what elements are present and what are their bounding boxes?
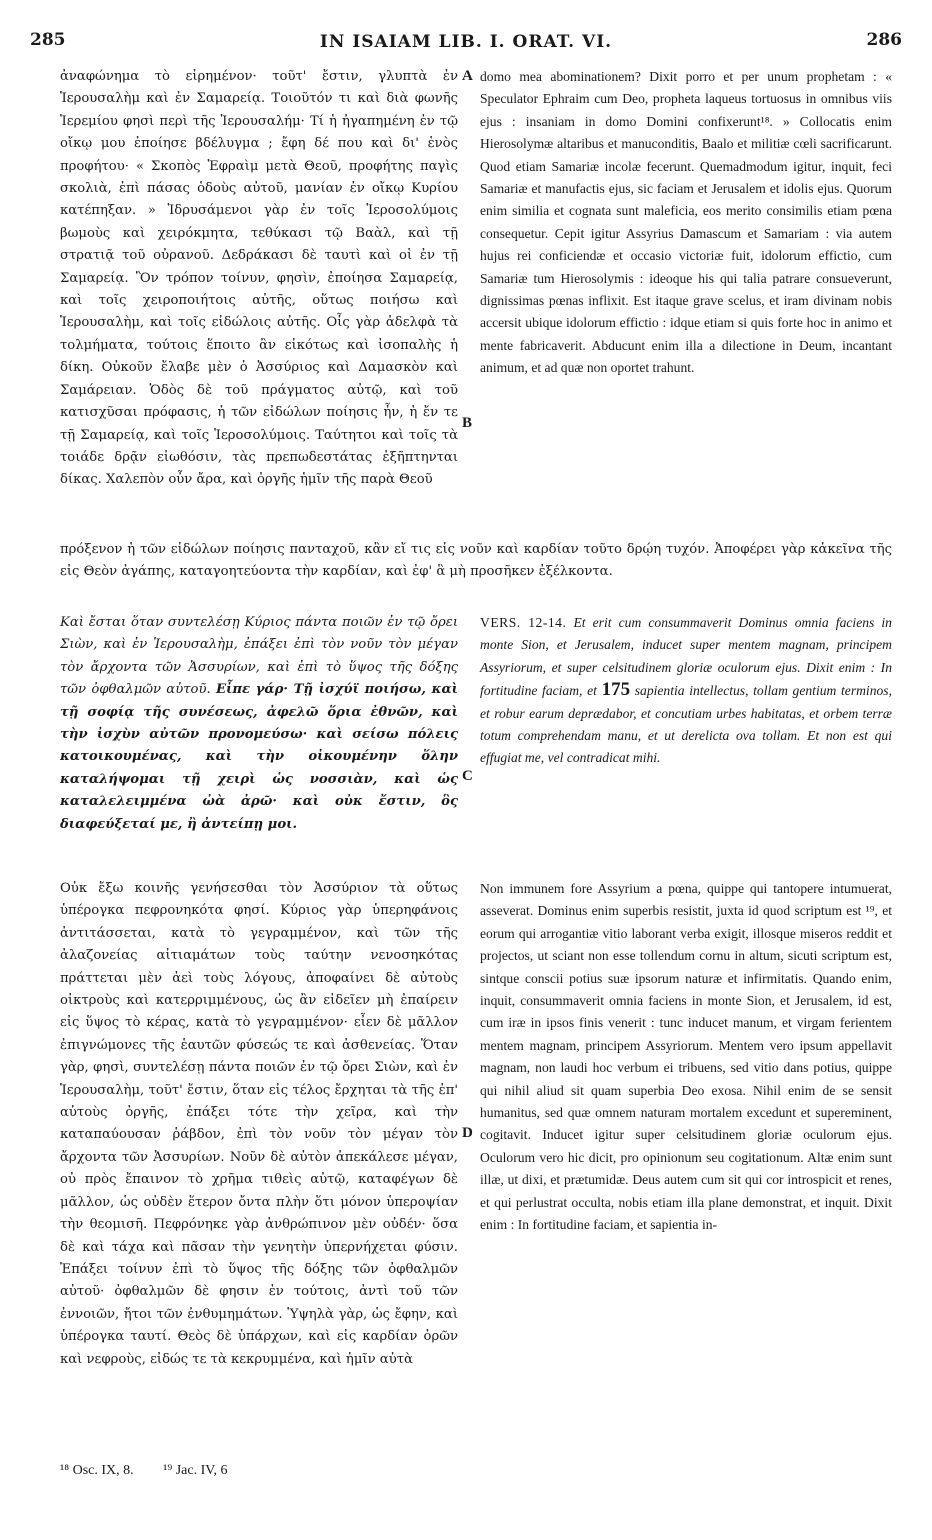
margin-marker-b: B <box>462 415 473 431</box>
latin-text-block-1: domo mea abominationem? Dixit porro et per unum prophetam : « Speculator Ephraim cum Deo, propheta laqueus tortuosus in omnibus viis ejus : insaniam in domo Domini confixerunt¹⁸. » Collocatis enim Hierosolymæ altaribus et manuconditis, Baalo et militiæ cœli sacrificarunt. Quod etiam Samariæ incolæ fecerunt. Quemadmodum igitur, inquit, feci Samariæ et manufactis ejus, sic faciam et Jerusalem et idolis ejus. Quorum enim similia et cognata sunt maleficia, eos merito consimilis etiam pœna consequetur. Cepit igitur Assyrius Damascum et Samariam : via autem hujus rei conficiendæ et occasio victoriæ fuit, idolorum effictio, cum Samariæ tum Hierosolymis : ideoque his qui talia patrare consueverunt, dignissimas pœnas inflixit. Est itaque grave scelus, et iram divinam nobis accersit ubique idolorum effictio : idque etiam si quis forte hoc in animo et mente fabricaverit. Abducunt enim illa a dilectione in Deum, incantant animum, et ad quæ non oportet trahunt. <box>480 69 892 376</box>
margin-marker-a: A <box>462 68 473 84</box>
latin-lemma-text-b: sapientia intellectus, tollam gentium terminos, et robur earum deprædabor, et concutiam urbes habitatas, et orbem terræ totum comprehendam manu, et ut derelicta ova tollam. Et non est qui effugiat me, vel contradicat mihi. <box>480 683 892 766</box>
greek-lemma-continuation: Εἶπε γάρ· Τῇ ἰσχύϊ ποιήσω, καὶ τῇ σοφίᾳ τῆς συνέσεως, ἀφελῶ ὅρια ἐθνῶν, καὶ τὴν ἰσχὺν αὐτῶν προνομεύσω· καὶ σείσω πόλεις κατοικουμένας, καὶ τὴν οἰκουμένην ὅλην καταλήψομαι τῇ χειρὶ ὡς νοσσιὰν, καὶ ὡς καταλελειμμένα ὠὰ ἀρῶ· καὶ οὐκ ἔστιν, ὃς διαφεύξεταί με, ἢ ἀντείπῃ μοι. <box>60 682 458 832</box>
footnotes <box>60 1463 480 1479</box>
left-page-number: 285 <box>30 30 66 50</box>
footnote-18: ¹⁸ Osc. IX, 8. <box>60 1463 134 1478</box>
margin-marker-d: D <box>462 1125 473 1141</box>
greek-lemma <box>60 612 458 836</box>
verse-reference: VERS. 12-14. <box>480 615 567 630</box>
column-number: 175 <box>601 679 631 701</box>
running-title: IN ISAIAM LIB. I. ORAT. VI. <box>319 32 613 52</box>
greek-text-block-1: ἀναφώνημα τὸ εἰρημένον· τοῦτ' ἔστιν, γλυπτὰ ἐν Ἱερουσαλὴμ καὶ ἐν Σαμαρείᾳ. Τοιοῦτόν τι καὶ διὰ φωνῆς Ἱερεμίου φησὶ περὶ τῆς Ἱερουσαλήμ· Τί ἡ ἠγαπημένη ἐν τῷ οἴκῳ μου ἐποίησε βδέλυγμα ; ἔφη δέ που καὶ δι' ἑνὸς προφήτου· « Σκοπὸς Ἐφραὶμ μετὰ Θεοῦ, προφήτης παγὶς σκολιὰ, ἐπὶ πάσας ὁδοὺς αὐτοῦ, μανίαν ἐν οἴκῳ Κυρίου κατέπηξαν. » Ἱδρυσάμενοι γὰρ ἐν τοῖς Ἱεροσολύμοις βωμοὺς καὶ χειρόκμητα, τεθύκασι τῷ Βαὰλ, καὶ τῇ στρατιᾷ τοῦ οὐρανοῦ. Δεδράκασι δὲ ταυτὶ καὶ οἱ ἐν τῇ Σαμαρείᾳ. Ὃν τρόπον τοίνυν, φησὶν, ἐποίησα Σαμαρείᾳ, καὶ τοῖς χειροποιήτοις αὐτῆς, οὕτως ποιήσω καὶ Ἱερουσαλὴμ, καὶ τοῖς εἰδώλοις αὐτῆς. Οἷς γὰρ ἀδελφὰ τὰ τολμήματα, τούτοις ἕποιτο ἂν εἰκότως καὶ ἰσοπαλὴς ἡ δίκη. Οὐκοῦν ἔλαβε μὲν ὁ Ἀσσύριος καὶ Δαμασκὸν καὶ Σαμάρειαν. Ὁδὸς δὲ τοῦ πράγματος αὐτῷ, καὶ τοῦ κατισχῦσαι πρόφασις, ἡ τῶν εἰδώλων ποίησις ἦν, ἡ ἔν τε τῇ Σαμαρείᾳ, καὶ τοῖς Ἱεροσολύμοις. Ταύτητοι καὶ τοῖς τὰ τοιάδε δρᾷν εἰωθόσιν, τὰς πρεπωδεστάτας ἐξῆπτηνται δίκας. Χαλεπὸν οὖν ἄρα, καὶ ὀργῆς ἡμῖν τῆς παρὰ Θεοῦ <box>60 69 458 488</box>
greek-lemma-text: Καὶ ἔσται ὅταν συντελέσῃ Κύριος πάντα ποιῶν ἐν τῷ ὄρει Σιὼν, καὶ ἐν Ἱερουσαλὴμ, ἐπάξει ἐπὶ τὸν νοῦν τὸν μέγαν τὸν ἄρχοντα τῶν Ἀσσυρίων, καὶ ἐπὶ τὸ ὕψος τῆς δόξης τῶν ὀφθαλμῶν αὐτοῦ. <box>60 615 458 698</box>
margin-marker-c: C <box>462 768 473 784</box>
running-header <box>30 30 902 56</box>
latin-lemma <box>480 612 892 770</box>
latin-text-block-2: Non immunem fore Assyrium a pœna, quippe qui tantopere intumuerat, asseverat. Dominus enim superbis resistit, juxta id quod scriptum est ¹⁹, et eorum qui arrogantiæ vitio laborant verba exigit, illosque miseros reddit et projectos, ut sciant non esse tollendum cornu in altum, sicuti scriptum est, sintque conscii potius suæ ipsorum naturæ et infirmitatis. Quando enim, inquit, consummaverit omnia faciens in monte Sion, et Jerusalem, id est, cum iræ in ipsos finis venerit : tunc inducet manum, et virgam ferientem mentem magnam, principem Assyriorum. Mentem vero ipsum appellavit magnam, non laudi hoc verbum ei tribuens, sed vitio dans potius, quippe qui nihil aliud sit quam superbia Deo exosa. Nihil enim de se sensit humanitus, sed quæ omnem naturam mortalem excedunt et supereminent, cogitavit. Inducet igitur super celsitudinem gloriæ oculorum ejus. Oculorum vero hic dicit, pro opinionum seu cogitationum. Altæ enim sunt illæ, ut dixi, et prætumidæ. Deus autem cum sit qui cor introspicit et renes, et qui perlustrat occulta, nobis etiam illa plane demonstrat, et inquit. Dixit enim : In fortitudine faciam, et sapientia in- <box>480 881 892 1233</box>
footnote-19: ¹⁹ Jac. IV, 6 <box>163 1463 228 1478</box>
greek-text-block-2: Οὐκ ἔξω κοινῆς γενήσεσθαι τὸν Ἀσσύριον τὰ οὕτως ὑπέρογκα πεφρονηκότα φησί. Κύριος γὰρ ὑπερηφάνοις ἀντιτάσσεται, κατὰ τὸ γεγραμμένον, καὶ τῶν τῆς ἀλαζονείας αἰτιαμάτων τοὺς ταύτην νενοσηκότας πράττεται μὲν ἀεὶ τοὺς λόγους, ἀποφαίνει δὲ αὐτοὺς οἰκτροὺς καὶ κατερριμμένους, ὡς ἂν εἰδεῖεν μὴ ἐπαίρειν εἰς ὕψος τὸ κέρας, κατὰ τὸ γεγραμμένον· εἶεν δὲ μᾶλλον ἐπιγνώμονες τῆς ἑαυτῶν φύσεώς τε καὶ ἀσθενείας. Ὅταν γὰρ, φησὶ, συντελέσῃ πάντα ποιῶν ἐν τῷ ὄρει Σιὼν, καὶ ἐν Ἱερουσαλὴμ, τοῦτ' ἔστιν, ὅταν εἰς τέλος ἔρχηται τὰ τῆς ἐπ' αὐτοὺς ὀργῆς, ἐπάξει τότε τὴν χεῖρα, καὶ τὴν καταπαύουσαν ῥάβδον, ἐπὶ τὸν νοῦν τὸν μέγαν τὸν ἄρχοντα τῶν Ἀσσυρίων. Νοῦν δὲ αὐτὸν ἀπεκάλεσε μέγαν, οὐ πρὸς ἔπαινον τὸ χρῆμα τιθεὶς αὐτῷ, καταφέγων δὲ μᾶλλον, ὡς οὐδὲν ἕτερον ὄντα πλὴν ὅτι μόνον ὑπεροψίαν τὴν θεομισῆ. Πεφρόνηκε γὰρ ἀνθρώπινον μὲν οὐδέν· ὅσα δὲ καὶ τάχα καὶ πᾶσαν τὴν γενητὴν ὑπερνήχεται φύσιν. Ἐπάξει τοίνυν ἐπὶ τὸ ὕψος τῆς δόξης τῶν ὀφθαλμῶν αὐτοῦ· ὀφθαλμῶν δὲ φησιν ἐν τούτοις, ἀντὶ τοῦ τῶν ἐννοιῶν, ἤτοι τῶν ἐνθυμημάτων. Ὑψηλὰ γὰρ, ὡς ἔφην, καὶ ὑπέρογκα ταυτί. Θεὸς δὲ ὑπάρχων, καὶ εἰς καρδίαν ὁρῶν καὶ νεφροὺς, εἰδώς τε τὰ κεκρυμμένα, καὶ ἡμῖν αὐτὰ <box>60 881 458 1367</box>
greek-full-width-text: πρόξενον ἡ τῶν εἰδώλων ποίησις πανταχοῦ, κἂν εἴ τις εἰς νοῦν καὶ καρδίαν τοῦτο δρῴη τυχόν. Ἀποφέρει γὰρ κἀκεῖνα τῆς εἰς Θεὸν ἀγάπης, καταγοητεύοντα τὴν καρδίαν, καὶ ἐφ' ἃ μὴ προσῆκεν ἐξέλκοντα. <box>60 542 892 580</box>
latin-lemma-text-a: Et erit cum consummaverit Dominus omnia faciens in monte Sion, et Jerusalem, inducet super mentem magnam, principem Assyriorum, et super celsitudinem gloriæ oculorum ejus. Dixit enim : In fortitudine faciam, et <box>480 615 892 699</box>
right-page-number: 286 <box>866 30 902 50</box>
